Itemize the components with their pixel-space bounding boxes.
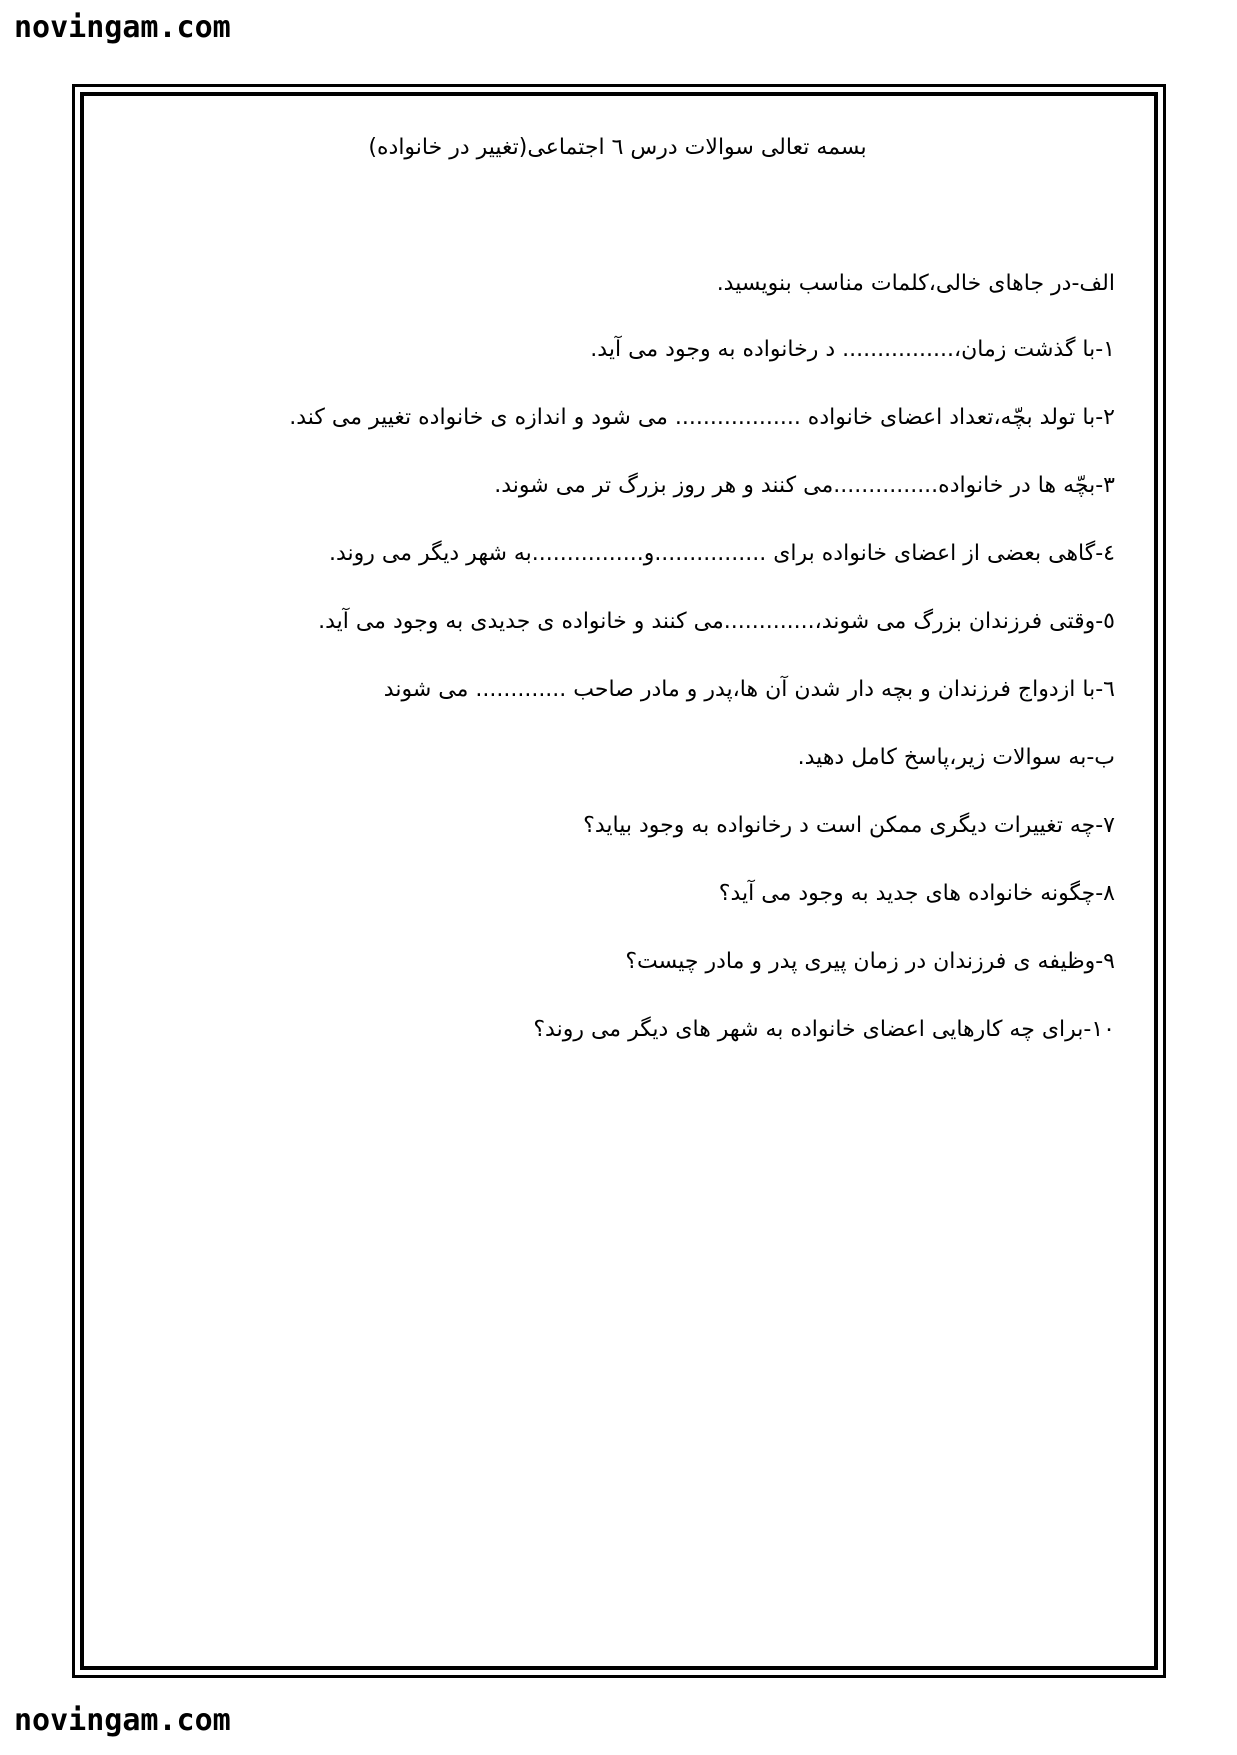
page-title: بسمه تعالی سوالات درس ٦ اجتماعی(تغییر در خانواده) — [368, 135, 867, 160]
worksheet-content — [120, 120, 1115, 1048]
question-2: ٢-با تولد بچّه،تعداد اعضای خانواده .................. می شود و اندازه ی خانواده تغییر می کند. — [289, 405, 1115, 430]
section-a-heading: الف-در جاهای خالی،کلمات مناسب بنویسید. — [716, 271, 1115, 296]
question-6: ٦-با ازدواج فرزندان و بچه دار شدن آن ها،پدر و مادر صاحب ............. می شوند — [383, 677, 1115, 702]
question-1: ١-با گذشت زمان،................ د رخانواده به وجود می آید. — [590, 337, 1115, 362]
question-8: ٨-چگونه خانواده های جدید به وجود می آید؟ — [718, 881, 1115, 906]
watermark-bottom: novingam.com — [14, 1703, 231, 1738]
question-7: ٧-چه تغییرات دیگری ممکن است د رخانواده به وجود بیاید؟ — [583, 813, 1115, 838]
question-4: ٤-گاهی بعضی از اعضای خانواده برای ................و................به شهر دیگر می روند. — [328, 541, 1115, 566]
question-3: ٣-بچّه ها در خانواده...............می کنند و هر روز بزرگ تر می شوند. — [494, 473, 1115, 498]
question-10: ١٠-برای چه کارهایی اعضای خانواده به شهر های دیگر می روند؟ — [533, 1017, 1115, 1042]
question-9: ٩-وظیفه ی فرزندان در زمان پیری پدر و مادر چیست؟ — [625, 949, 1115, 974]
section-b-heading: ب-به سوالات زیر،پاسخ کامل دهید. — [797, 745, 1115, 770]
watermark-top: novingam.com — [14, 10, 231, 45]
question-5: ٥-وقتی فرزندان بزرگ می شوند،.............می کنند و خانواده ی جدیدی به وجود می آید. — [318, 609, 1115, 634]
